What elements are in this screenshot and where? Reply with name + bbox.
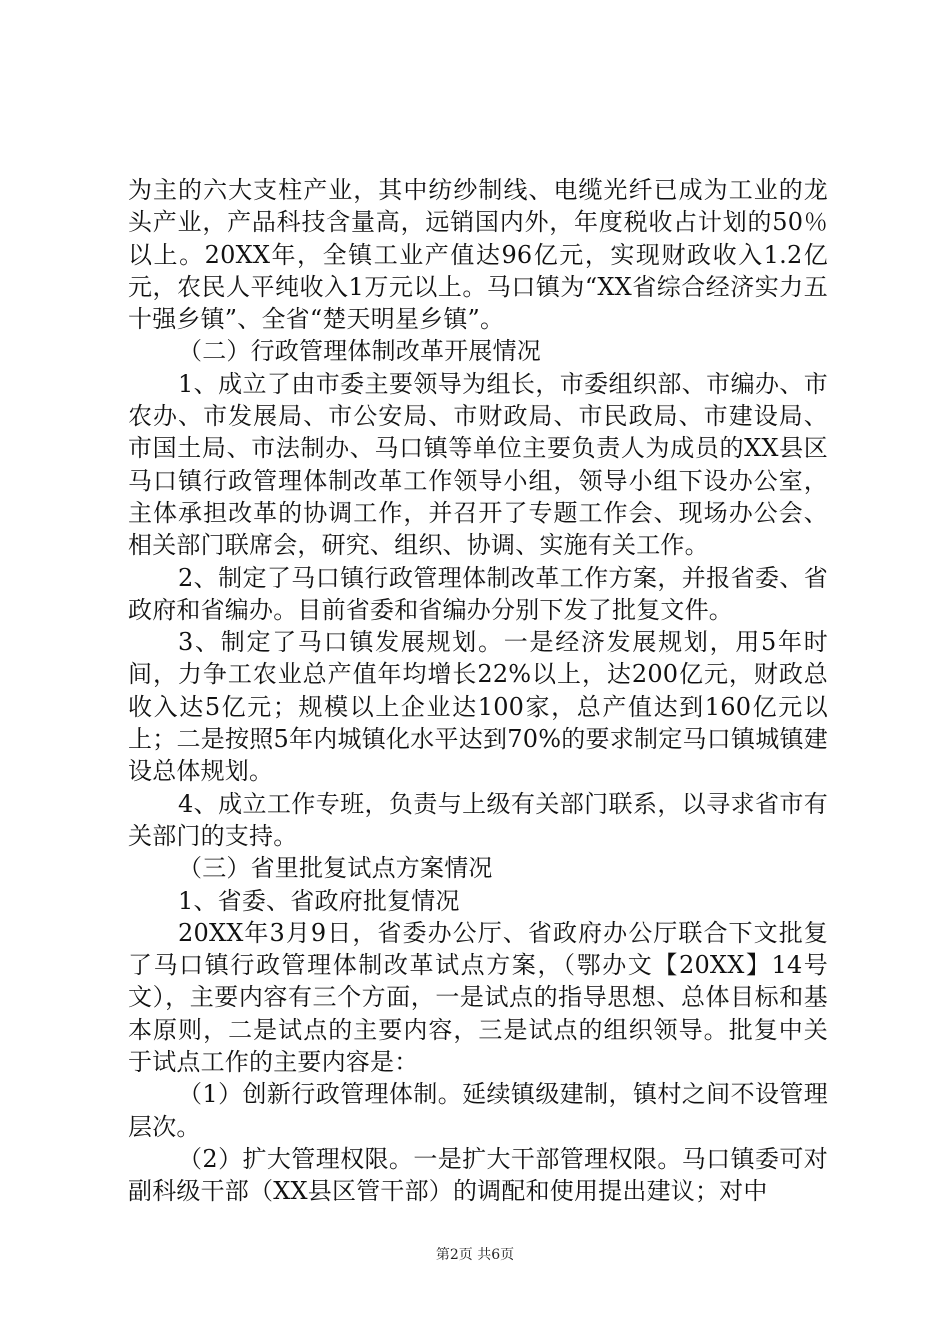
paragraph-item-1-leadership-group: 1、成立了由市委主要领导为组长，市委组织部、市编办、市农办、市发展局、市公安局、市财政局、市民政局、市建设局、市国土局、市法制办、马口镇等单位主要负责人为成员的XX县区马口镇行政管理体制改革工作领导小组，领导小组下设办公室，主体承担改革的协调工作，并召开了专题工作会、现场办公会、相关部门联席会，研究、组织、协调、实施有关工作。 (128, 369, 828, 560)
document-body (128, 174, 828, 1208)
paragraph-approval-details: 20XX年3月9日，省委办公厅、省政府办公厅联合下文批复了马口镇行政管理体制改革试点方案，（鄂办文【20XX】14号文），主要内容有三个方面，一是试点的指导思想、总体目标和基本原则，二是试点的主要内容，三是试点的组织领导。批复中关于试点工作的主要内容是： (128, 918, 828, 1077)
paragraph-point-2-expand-authority: （2）扩大管理权限。一是扩大干部管理权限。马口镇委可对副科级干部（XX县区管干部）的调配和使用提出建议；对中 (128, 1144, 828, 1206)
page-footer: 第2页 共6页 (435, 1247, 515, 1263)
section-heading-admin-reform: （二）行政管理体制改革开展情况 (178, 337, 541, 366)
paragraph-industry-summary: 为主的六大支柱产业，其中纺纱制线、电缆光纤已成为工业的龙头产业，产品科技含量高，远销国内外，年度税收占计划的50％以上。20XX年，全镇工业产值达96亿元，实现财政收入1.2亿元，农民人平纯收入1万元以上。马口镇为“XX省综合经济实力五十强乡镇”、全省“楚天明星乡镇”。 (128, 176, 828, 334)
subheading-provincial-approval: 1、省委、省政府批复情况 (178, 886, 460, 915)
paragraph-item-2-work-plan: 2、制定了马口镇行政管理体制改革工作方案，并报省委、省政府和省编办。目前省委和省编办分别下发了批复文件。 (128, 563, 828, 624)
section-heading-pilot-approval: （三）省里批复试点方案情况 (178, 854, 493, 883)
paragraph-point-1-admin-system: （1）创新行政管理体制。延续镇级建制，镇村之间不设管理层次。 (128, 1080, 828, 1141)
paragraph-item-3-development-plan: 3、制定了马口镇发展规划。一是经济发展规划，用5年时间，力争工农业总产值年均增长22%以上，达200亿元，财政总收入达5亿元；规模以上企业达100家，总产值达到160亿元以上；二是按照5年内城镇化水平达到70%的要求制定马口镇城镇建设总体规划。 (128, 628, 828, 786)
paragraph-item-4-task-force: 4、成立工作专班，负责与上级有关部门联系，以寻求省市有关部门的支持。 (128, 789, 828, 850)
